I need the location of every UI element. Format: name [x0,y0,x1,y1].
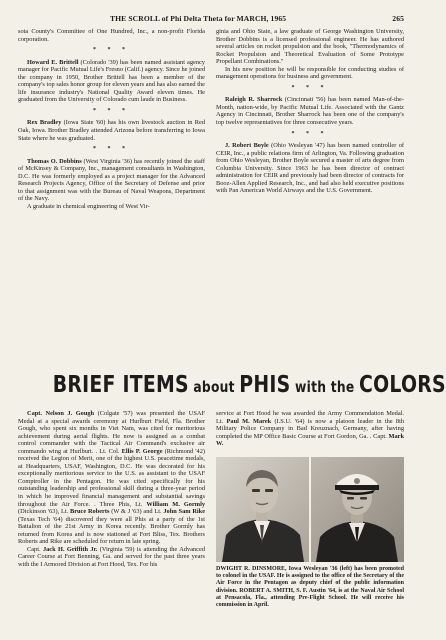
right-person-cap-band [335,485,379,490]
paragraph-sharrock: Raleigh R. Sharrock (Cincinnati '56) has been named Man-of-the-Month, nation-wide, by Pacific Mutual Life. Associated with the Gantz Agency in Cincinnati, Brother Sharrock has been one of the company's top twelve representatives for three consecutive years. [216,96,404,127]
page-number: 265 [392,14,404,23]
left-person-eye [265,489,273,492]
running-title: THE SCROLL of Phi Delta Theta for MARCH, 1965 [110,14,287,23]
top-left-column [18,28,205,210]
right-person-eye [360,497,367,500]
person-name: William M. Gormly [146,500,206,508]
right-person-eye [347,497,354,500]
paragraph: A graduate in chemical engineering of West Vir- [27,202,150,210]
paragraph-gough: Capt. Nelson J. Gough (Colgate '57) was presented the USAF Medal at a special awards ceremony at Hurlburt Field, Fla. Brother Gough, who spent six months in Viet Nam, was cited for meritorious achievement during aerial flights. He now is assigned as a combat control commander with the Tactical Air Command's exclusive air commando wing at Hurlburt. . Lt. Col. Ellis P. George (Richmond '42) received the Legion of Merit, one of the highest U.S. peacetime medals, at Headquarters, USAF, Washington, D.C. He was decorated for his exceptionally meritorious service to the U.S. as assistant to the USAF Comptroller in the Pentagon. He was cited specifically for his outstanding leadership and professional skill during a three-year period in which he improved financial management and substantial savings throughout the Air Force. . Three Phis, Lt. William M. Gormly (Dickinson '63), Lt. Bruce Roberts (W & J '63) and Lt. John Sam Rike (Texas Tech '64) discovered they were all Phis at a party of the 1st Battalion of the 21st Army in Korea recently. Brother Gormly has returned from Korea and is now stationed at Fort Bliss, Tex. Brothers Roberts and Rike are scheduled for return in late spring. [18,410,206,546]
person-name: Thomas O. Dobbins [27,157,82,165]
right-person-cap-badge [354,478,360,484]
person-name: Howard E. Brittell [27,58,79,66]
person-name: J. Robert Boyle [225,142,269,150]
paragraph-griffith: Capt. Jack H. Griffith Jr. (Virginia '59) is attending the Advanced Career Course at Fort Benning, Ga. and served for the past three years with the I Armored Division at Fort Hood, Tex. For his [18,545,205,568]
person-name: Capt. Nelson J. Gough [27,410,95,417]
photo-caption: DWIGHT R. DINSMORE, Iowa Wesleyan '36 (left) has been promoted to colonel in the USAF. He is assigned to the office of the Secretary of the Air Force in the Pentagon as deputy chief of the public information division. ROBERT A. SMITH, S. F. Austin '64, is at the Naval Air School at Pensacola, Fla., attending Pre-Flight School. He will receive his commission in April. [216,566,404,609]
paragraph-brittell: Howard E. Brittell (Colorado '39) has been named assistant agency manager for Pacific Mutual Life's Fresno (Calif.) agency. Since he joined the company in 1950, Brother Brittell has been a member of the company's top sales honor group for eleven years and has also earned the life insurance industry's National Quality Award eleven times. He graduated from the University of Colorado cum laude in Business. [18,58,205,104]
section-divider: * * * [93,107,130,114]
photo-divider [309,457,311,562]
paragraph-bradley: Rex Bradley (Iowa State '60) has his own livestock auction in Red Oak, Iowa. Brother Bradley attended Arizona before transferring to Iowa State where he was graduated. [18,119,205,142]
section-divider: * * * [93,146,130,153]
person-name: Mark W. [216,432,404,448]
top-right-column [216,28,404,195]
section-divider: * * * [291,84,329,91]
person-name: John Sam Rike [163,508,206,516]
bottom-left-column [18,410,205,568]
paragraph-boyle: J. Robert Boyle (Ohio Wesleyan '47) has been named controller of CEIR, Inc., a public relations firm of Arlington, Va. Following graduation from Ohio Wesleyan, Brother Boyle secured a master of arts degree from Columbia University. Since 1963 he has been director of contract administration for CEIR and previously had been director of contracts for Booz-Allen Applied Research, Inc., and had also held executive positions with Pan American World Airways and the U.S. Government. [216,142,404,195]
person-name: Ellis P. George [121,447,163,455]
person-name: Rex Bradley [27,119,62,127]
person-name: Paul M. Marek [226,417,272,425]
person-name: Raleigh R. Sharrock [225,96,283,104]
section-divider: * * * [291,130,329,137]
bottom-right-column [216,410,404,448]
person-name: Jack H. Griffith Jr. [42,545,98,553]
running-header [18,14,404,26]
left-person-eye [252,489,260,492]
section-heading: BRIEF ITEMS about PHIS with the COLORS [52,372,446,398]
paragraph-dobbins: Thomas O. Dobbins (West Virginia '36) has recently joined the staff of McKinsey & Company, Inc., management consultants in Washington, D.C. He was formerly employed as a project manager for the Advanced Research Projects Agency, Office of the Secretary of Defense and prior to that assignment was with the Bureau of Naval Weapons, Department of the Navy. [18,157,205,203]
paragraph-marek: service at Fort Hood he was awarded the Army Commendation Medal. Lt. Paul M. Marek (I.S.U. '64) is now a platoon leader in the 8th Military Police Company in Bad Kreuznach, Germany, after having completed the MP Office Basic Course at Fort Gordon, Ga. . Capt. Mark W. [216,410,404,448]
portrait-photos [216,457,404,562]
portrait-photos-illustration [216,457,404,562]
paragraph: In his new position he will be responsible for conducting studies of management operations for business and government. [216,65,404,81]
section-divider: * * * [93,47,130,54]
person-name: Bruce Roberts [69,508,110,516]
paragraph: sota County's Committee of One Hundred, Inc., a non-profit Florida corporation. [18,28,205,43]
paragraph: ginia and Ohio State, a law graduate of George Washington University, Brother Dobbins is a licensed professional engineer. He has authored several articles on rocket propulsion and the book, "Thermodynamics of Rocket Propulsion and Theoretical Evaluation of Some Prototype Propellant Combinations." [216,28,404,66]
